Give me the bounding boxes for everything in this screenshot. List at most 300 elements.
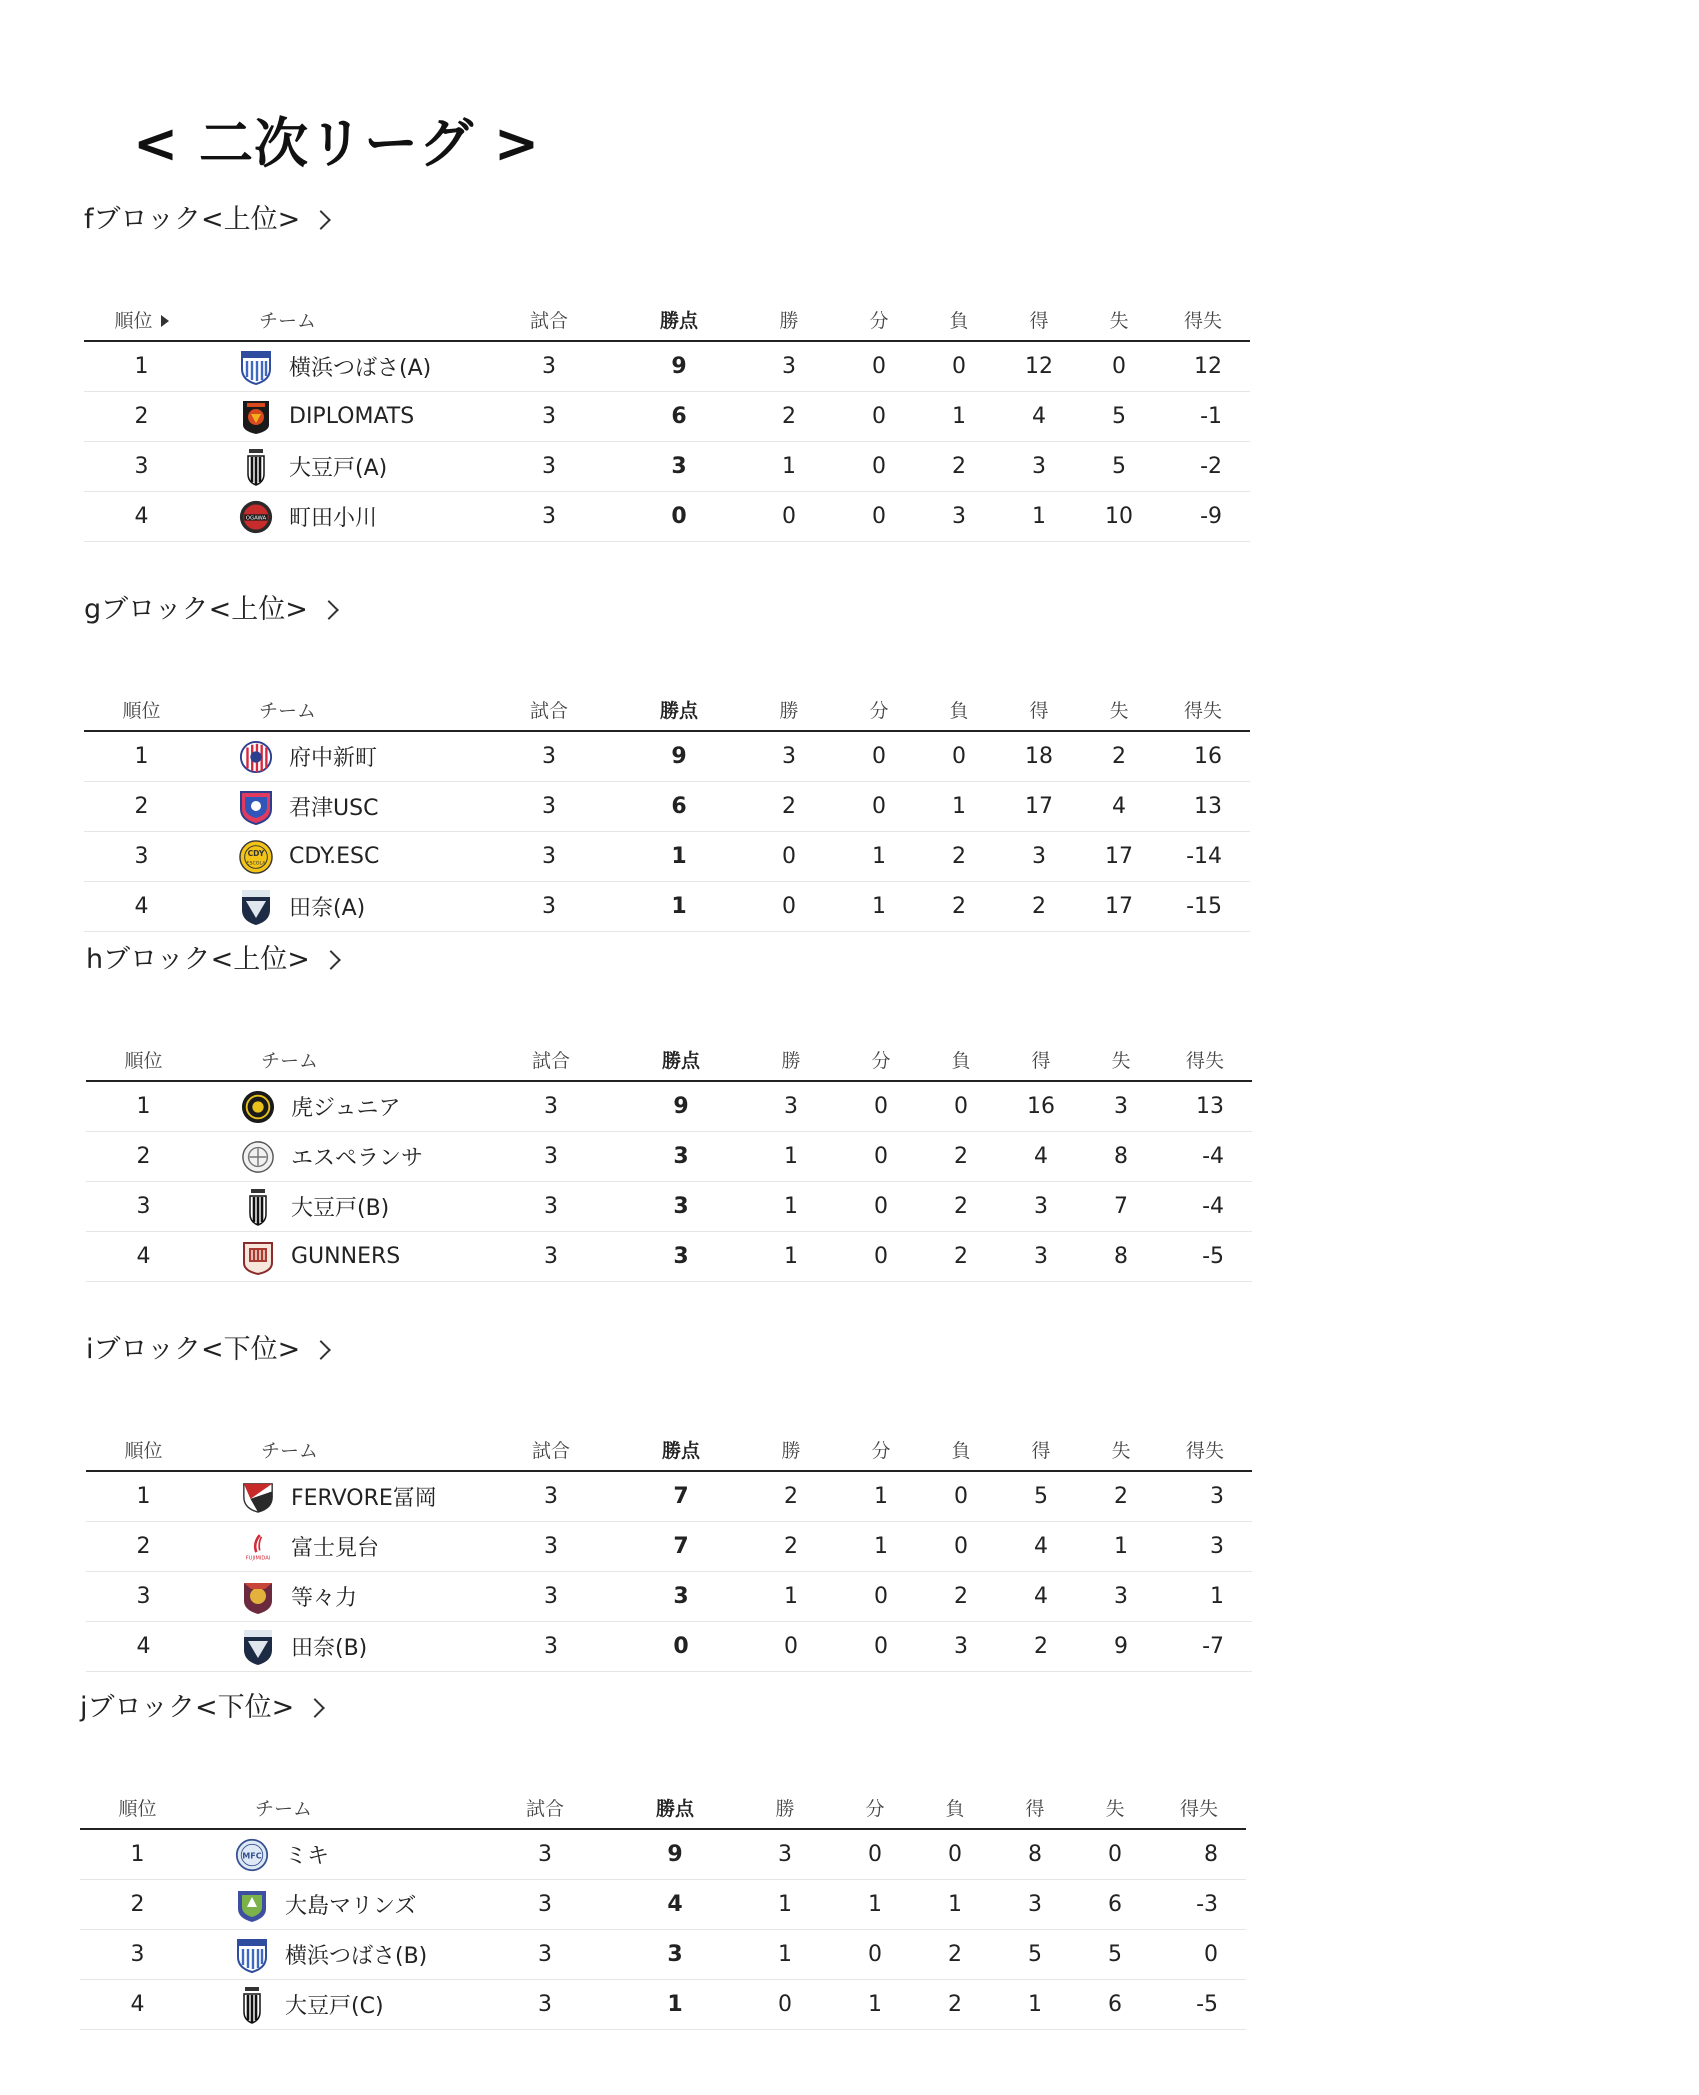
points-cell: 6 [619, 392, 739, 442]
column-header-points [615, 1786, 735, 1829]
column-header-loss [921, 1428, 1001, 1471]
team-link[interactable] [239, 400, 479, 434]
block-title-link[interactable] [80, 1688, 1250, 1728]
mameido-crest-icon [241, 1190, 275, 1224]
table-row [86, 1471, 1252, 1522]
played-cell: 3 [481, 1622, 621, 1672]
gd-cell: -14 [1159, 832, 1250, 882]
column-header-label: 得失 [1183, 699, 1222, 722]
column-header-label: チーム [255, 1797, 313, 1820]
points-cell: 9 [621, 1081, 741, 1132]
table-row [86, 1522, 1252, 1572]
column-header-label: 得 [1029, 699, 1049, 722]
gd-cell: 13 [1159, 782, 1250, 832]
column-header-label: 分 [865, 1797, 885, 1820]
column-header-label: 勝点 [659, 699, 698, 722]
loss-cell: 0 [919, 341, 999, 392]
column-header-label: 失 [1111, 1439, 1131, 1462]
column-header-rank [80, 1786, 195, 1829]
rank-cell: 4 [86, 1232, 201, 1282]
column-header-points [621, 1038, 741, 1081]
column-header-label: 順位 [124, 1439, 163, 1462]
loss-cell: 2 [921, 1182, 1001, 1232]
todoroki-crest-icon [241, 1580, 275, 1614]
played-cell: 3 [481, 1081, 621, 1132]
column-header-label: 負 [945, 1797, 965, 1820]
win-cell: 1 [741, 1132, 841, 1182]
draw-cell: 1 [839, 832, 919, 882]
ga-cell: 6 [1075, 1980, 1155, 2030]
loss-cell: 3 [919, 492, 999, 542]
chevron-right-icon [311, 210, 331, 230]
gd-cell: 1 [1161, 1572, 1252, 1622]
column-header-win [735, 1786, 835, 1829]
team-link[interactable] [239, 350, 479, 384]
gd-cell: 0 [1155, 1930, 1246, 1980]
column-header-label: 負 [951, 1439, 971, 1462]
gd-cell: 16 [1159, 731, 1250, 782]
gd-cell: -9 [1159, 492, 1250, 542]
win-cell: 1 [741, 1572, 841, 1622]
played-cell: 3 [481, 1471, 621, 1522]
loss-cell: 0 [919, 731, 999, 782]
points-cell: 1 [619, 832, 739, 882]
gf-cell: 1 [999, 492, 1079, 542]
draw-cell: 0 [841, 1081, 921, 1132]
column-header-win [741, 1428, 841, 1471]
gd-cell: 13 [1161, 1081, 1252, 1132]
loss-cell: 1 [919, 782, 999, 832]
points-cell: 9 [615, 1829, 735, 1880]
column-header-gd [1159, 298, 1250, 341]
column-header-label: チーム [259, 699, 317, 722]
played-cell: 3 [479, 832, 619, 882]
column-header-played [481, 1428, 621, 1471]
column-header-label: 順位 [118, 1797, 157, 1820]
column-header-team [199, 688, 479, 731]
rank-cell: 3 [84, 832, 199, 882]
column-header-played [479, 688, 619, 731]
header-row [84, 688, 1250, 731]
column-header-played [481, 1038, 621, 1081]
tana-crest-icon [241, 1630, 275, 1664]
ga-cell: 0 [1075, 1829, 1155, 1880]
table-row [84, 731, 1250, 782]
svg-text:CDY: CDY [247, 848, 265, 858]
rank-cell: 3 [86, 1572, 201, 1622]
draw-cell: 0 [839, 492, 919, 542]
team-cell [195, 1930, 475, 1980]
draw-cell: 1 [835, 1880, 915, 1930]
ga-cell: 7 [1081, 1182, 1161, 1232]
team-cell [201, 1182, 481, 1232]
gf-cell: 5 [995, 1930, 1075, 1980]
points-cell: 0 [621, 1622, 741, 1672]
gd-cell: 8 [1155, 1829, 1246, 1880]
esperanza-crest-icon [241, 1140, 275, 1174]
ga-cell: 17 [1079, 832, 1159, 882]
gf-cell: 2 [1001, 1622, 1081, 1672]
loss-cell: 1 [919, 392, 999, 442]
rank-cell: 4 [84, 492, 199, 542]
ga-cell: 4 [1079, 782, 1159, 832]
block-title-label: hブロック<上位> [86, 944, 310, 975]
column-header-points [619, 688, 739, 731]
points-cell: 6 [619, 782, 739, 832]
column-header-draw [835, 1786, 915, 1829]
team-name: 田奈(A) [289, 896, 366, 921]
points-cell: 0 [619, 492, 739, 542]
team-link[interactable] [235, 1938, 475, 1972]
win-cell: 0 [739, 492, 839, 542]
gf-cell: 4 [999, 392, 1079, 442]
block-title-link[interactable] [86, 940, 1256, 980]
rank-cell: 4 [80, 1980, 195, 2030]
column-header-label: 失 [1105, 1797, 1125, 1820]
points-cell: 3 [615, 1930, 735, 1980]
table-row [84, 492, 1250, 542]
team-name: 富士見台 [291, 1536, 380, 1561]
played-cell: 3 [479, 492, 619, 542]
header-row [86, 1038, 1252, 1081]
rank-cell: 4 [84, 882, 199, 932]
column-header-gd [1161, 1428, 1252, 1471]
column-header-label: 得 [1031, 1439, 1051, 1462]
column-header-rank [86, 1428, 201, 1471]
oshima-crest-icon [235, 1888, 269, 1922]
team-link[interactable] [241, 1090, 481, 1124]
gf-cell: 2 [999, 882, 1079, 932]
column-header-label: 試合 [525, 1797, 564, 1820]
ga-cell: 17 [1079, 882, 1159, 932]
team-name: 等々力 [291, 1586, 358, 1611]
team-name: エスペランサ [291, 1146, 424, 1171]
table-row [84, 442, 1250, 492]
column-header-ga [1075, 1786, 1155, 1829]
gd-cell: -5 [1155, 1980, 1246, 2030]
block-title-link[interactable] [84, 590, 1254, 630]
ga-cell: 3 [1081, 1572, 1161, 1622]
column-header-label: 得失 [1183, 309, 1222, 332]
rank-cell: 2 [84, 782, 199, 832]
svg-text:OGAWA: OGAWA [245, 515, 267, 522]
miki-crest-icon [235, 1838, 269, 1872]
ga-cell: 6 [1075, 1880, 1155, 1930]
table-row [86, 1081, 1252, 1132]
tora-crest-icon [241, 1090, 275, 1124]
team-link[interactable] [241, 1630, 481, 1664]
team-link[interactable] [241, 1480, 481, 1514]
team-link[interactable] [235, 1838, 475, 1872]
standings-block [86, 1330, 1256, 1672]
column-header-team [201, 1428, 481, 1471]
column-header-gf [1001, 1038, 1081, 1081]
loss-cell: 2 [921, 1572, 1001, 1622]
chevron-right-icon [311, 1340, 331, 1360]
rank-cell: 3 [84, 442, 199, 492]
column-header-win [739, 298, 839, 341]
ga-cell: 8 [1081, 1132, 1161, 1182]
sort-arrow-icon[interactable] [161, 315, 169, 327]
loss-cell: 0 [915, 1829, 995, 1880]
column-header-label: 負 [951, 1049, 971, 1072]
gf-cell: 12 [999, 341, 1079, 392]
table-row [80, 1880, 1246, 1930]
played-cell: 3 [479, 782, 619, 832]
team-link[interactable] [239, 450, 479, 484]
column-header-label: 順位 [122, 699, 161, 722]
draw-cell: 0 [841, 1232, 921, 1282]
rank-cell: 1 [86, 1081, 201, 1132]
standings-table [86, 1428, 1252, 1672]
column-header-label: 試合 [529, 699, 568, 722]
team-name: DIPLOMATS [289, 404, 415, 429]
gf-cell: 3 [999, 832, 1079, 882]
team-name: 大豆戸(B) [291, 1196, 390, 1221]
table-row [86, 1232, 1252, 1282]
points-cell: 4 [615, 1880, 735, 1930]
rank-cell: 3 [80, 1930, 195, 1980]
team-link[interactable] [241, 1140, 481, 1174]
column-header-gf [999, 298, 1079, 341]
gf-cell: 4 [1001, 1522, 1081, 1572]
gd-cell: -5 [1161, 1232, 1252, 1282]
column-header-label: 勝点 [661, 1049, 700, 1072]
ga-cell: 1 [1081, 1522, 1161, 1572]
column-header-label: 勝 [781, 1049, 801, 1072]
draw-cell: 0 [839, 782, 919, 832]
table-row [80, 1930, 1246, 1980]
played-cell: 3 [475, 1829, 615, 1880]
column-header-label: 分 [869, 699, 889, 722]
rank-cell: 2 [84, 392, 199, 442]
points-cell: 1 [619, 882, 739, 932]
standings-table [84, 298, 1250, 542]
standings-block [84, 590, 1254, 932]
win-cell: 2 [739, 782, 839, 832]
column-header-label: チーム [259, 309, 317, 332]
column-header-gf [995, 1786, 1075, 1829]
column-header-label: 試合 [529, 309, 568, 332]
fujimidai-crest-icon [241, 1530, 275, 1564]
win-cell: 1 [741, 1232, 841, 1282]
table-row [84, 782, 1250, 832]
gf-cell: 3 [995, 1880, 1075, 1930]
column-header-draw [839, 298, 919, 341]
points-cell: 3 [619, 442, 739, 492]
team-cell [199, 492, 479, 542]
team-cell [195, 1980, 475, 2030]
table-row [80, 1980, 1246, 2030]
standings-table [80, 1786, 1246, 2030]
column-header-label: 勝点 [659, 309, 698, 332]
column-header-label: 得失 [1185, 1049, 1224, 1072]
gf-cell: 3 [999, 442, 1079, 492]
column-header-label: 分 [869, 309, 889, 332]
column-header-label: 勝 [775, 1797, 795, 1820]
rank-cell: 4 [86, 1622, 201, 1672]
column-header-label: 失 [1111, 1049, 1131, 1072]
gf-cell: 4 [1001, 1132, 1081, 1182]
team-link[interactable] [235, 1988, 475, 2022]
team-link[interactable] [239, 740, 479, 774]
table-row [86, 1622, 1252, 1672]
column-header-label: 得失 [1185, 1439, 1224, 1462]
svg-text:ESCOLA: ESCOLA [246, 861, 266, 867]
column-header-label: 勝点 [661, 1439, 700, 1462]
column-header-label: 得 [1025, 1797, 1045, 1820]
played-cell: 3 [481, 1182, 621, 1232]
standings-block [80, 1688, 1250, 2030]
svg-text:FUJIMIDAI: FUJIMIDAI [245, 1555, 271, 1562]
column-header-label: 勝点 [655, 1797, 694, 1820]
points-cell: 7 [621, 1471, 741, 1522]
column-header-label: チーム [261, 1049, 319, 1072]
team-name: GUNNERS [291, 1244, 401, 1269]
gd-cell: -4 [1161, 1182, 1252, 1232]
played-cell: 3 [479, 341, 619, 392]
team-link[interactable] [239, 840, 479, 874]
win-cell: 3 [739, 731, 839, 782]
column-header-label: 分 [871, 1049, 891, 1072]
gd-cell: -7 [1161, 1622, 1252, 1672]
column-header-rank[interactable] [84, 298, 199, 341]
column-header-label: 勝 [779, 309, 799, 332]
team-link[interactable] [239, 890, 479, 924]
team-name: FERVORE冨岡 [291, 1486, 437, 1511]
block-title-label: jブロック<下位> [80, 1692, 295, 1723]
played-cell: 3 [479, 882, 619, 932]
team-name: 横浜つばさ(B) [285, 1944, 428, 1969]
team-link[interactable] [241, 1530, 481, 1564]
win-cell: 2 [741, 1522, 841, 1572]
column-header-draw [841, 1038, 921, 1081]
column-header-label: 勝 [779, 699, 799, 722]
gf-cell: 17 [999, 782, 1079, 832]
played-cell: 3 [481, 1522, 621, 1572]
win-cell: 0 [739, 882, 839, 932]
gd-cell: -15 [1159, 882, 1250, 932]
rank-cell: 3 [86, 1182, 201, 1232]
loss-cell: 0 [921, 1522, 1001, 1572]
team-link[interactable] [241, 1240, 481, 1274]
column-header-label: 勝 [781, 1439, 801, 1462]
column-header-gf [999, 688, 1079, 731]
gf-cell: 16 [1001, 1081, 1081, 1132]
win-cell: 0 [735, 1980, 835, 2030]
ga-cell: 5 [1079, 442, 1159, 492]
win-cell: 1 [739, 442, 839, 492]
team-cell [199, 392, 479, 442]
column-header-label: 順位 [124, 1049, 163, 1072]
standings-block [84, 200, 1254, 542]
team-cell [201, 1522, 481, 1572]
team-link[interactable] [241, 1190, 481, 1224]
points-cell: 3 [621, 1182, 741, 1232]
draw-cell: 0 [835, 1930, 915, 1980]
column-header-label: 試合 [531, 1049, 570, 1072]
column-header-ga [1081, 1428, 1161, 1471]
column-header-label: 得 [1031, 1049, 1051, 1072]
ga-cell: 5 [1079, 392, 1159, 442]
loss-cell: 2 [915, 1980, 995, 2030]
loss-cell: 2 [915, 1930, 995, 1980]
loss-cell: 2 [919, 832, 999, 882]
loss-cell: 2 [921, 1132, 1001, 1182]
column-header-loss [915, 1786, 995, 1829]
column-header-label: 失 [1109, 309, 1129, 332]
gd-cell: -2 [1159, 442, 1250, 492]
column-header-label: 負 [949, 309, 969, 332]
draw-cell: 0 [839, 392, 919, 442]
diplomats-crest-icon [239, 400, 273, 434]
column-header-loss [921, 1038, 1001, 1081]
block-title-label: gブロック<上位> [84, 594, 308, 625]
column-header-label: 順位 [114, 309, 153, 332]
loss-cell: 2 [919, 882, 999, 932]
team-name: 君津USC [289, 796, 379, 821]
team-cell [201, 1132, 481, 1182]
loss-cell: 0 [921, 1081, 1001, 1132]
played-cell: 3 [479, 442, 619, 492]
ga-cell: 9 [1081, 1622, 1161, 1672]
win-cell: 2 [739, 392, 839, 442]
loss-cell: 2 [919, 442, 999, 492]
played-cell: 3 [475, 1880, 615, 1930]
draw-cell: 1 [841, 1522, 921, 1572]
gunners-crest-icon [241, 1240, 275, 1274]
column-header-loss [919, 688, 999, 731]
standings-block [86, 940, 1256, 1282]
draw-cell: 0 [839, 442, 919, 492]
team-link[interactable] [241, 1580, 481, 1614]
gd-cell: 12 [1159, 341, 1250, 392]
team-name: 大豆戸(A) [289, 456, 388, 481]
team-cell [199, 731, 479, 782]
team-cell [199, 832, 479, 882]
team-link[interactable] [239, 790, 479, 824]
team-link[interactable] [239, 500, 479, 534]
column-header-team [201, 1038, 481, 1081]
ogawa-crest-icon [239, 500, 273, 534]
team-name: CDY.ESC [289, 844, 380, 869]
ga-cell: 10 [1079, 492, 1159, 542]
team-link[interactable] [235, 1888, 475, 1922]
svg-text:MFC: MFC [242, 1851, 262, 1861]
block-title-link[interactable] [84, 200, 1254, 240]
played-cell: 3 [481, 1572, 621, 1622]
draw-cell: 0 [839, 731, 919, 782]
points-cell: 9 [619, 731, 739, 782]
gf-cell: 1 [995, 1980, 1075, 2030]
table-row [84, 832, 1250, 882]
team-cell [201, 1471, 481, 1522]
team-name: 田奈(B) [291, 1636, 368, 1661]
win-cell: 3 [735, 1829, 835, 1880]
ga-cell: 5 [1075, 1930, 1155, 1980]
tsubasa-crest-icon [239, 350, 273, 384]
block-title-link[interactable] [86, 1330, 1256, 1370]
header-row [80, 1786, 1246, 1829]
ga-cell: 2 [1079, 731, 1159, 782]
draw-cell: 0 [841, 1132, 921, 1182]
played-cell: 3 [479, 392, 619, 442]
column-header-loss [919, 298, 999, 341]
mameido-crest-icon [235, 1988, 269, 2022]
column-header-points [621, 1428, 741, 1471]
team-name: 府中新町 [289, 746, 378, 771]
column-header-label: 得失 [1179, 1797, 1218, 1820]
